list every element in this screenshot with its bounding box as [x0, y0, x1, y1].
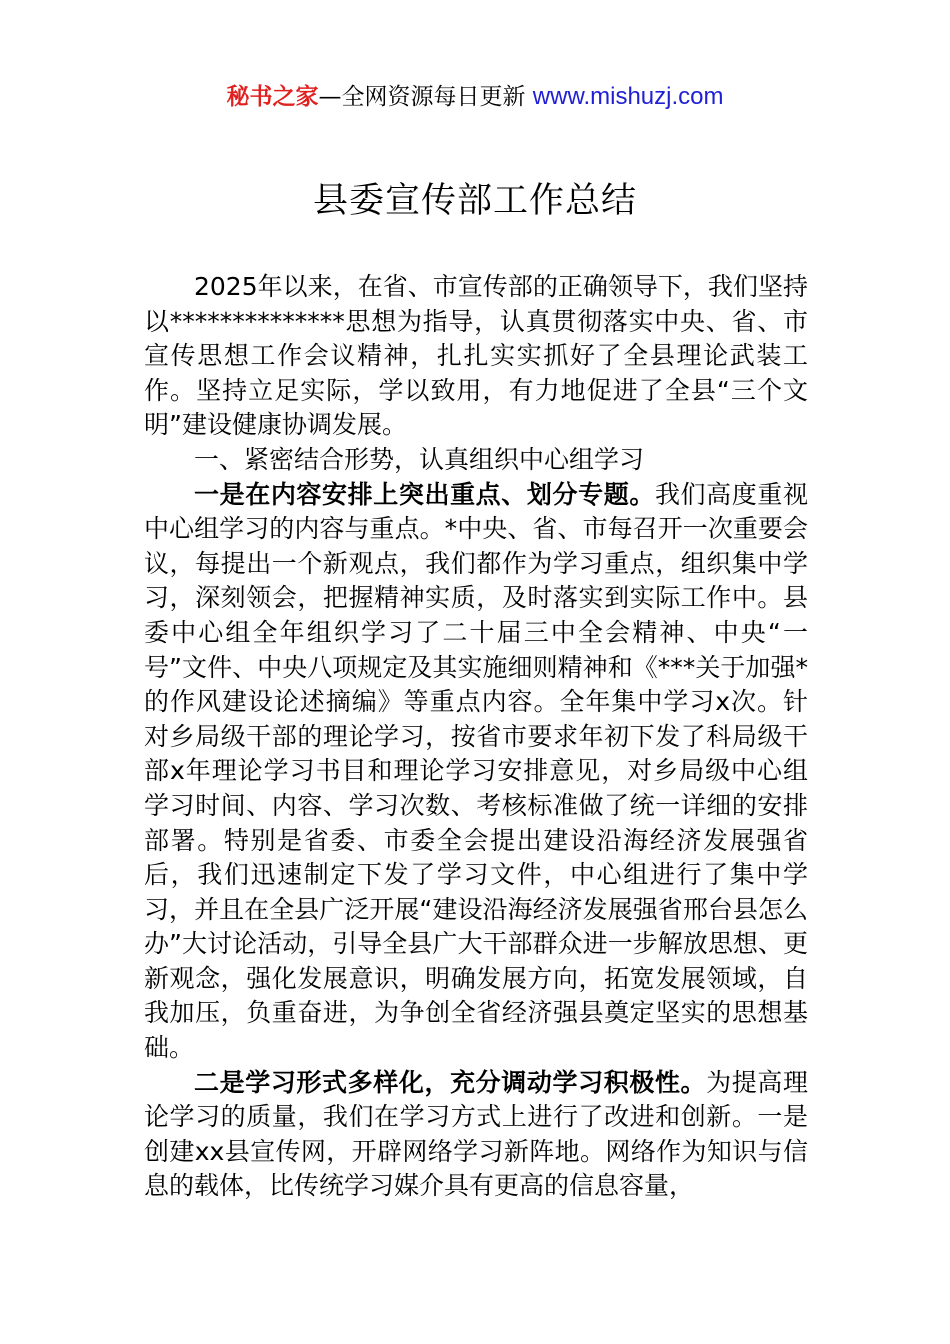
document-body	[144, 270, 808, 1204]
content-paragraph	[144, 478, 808, 1066]
document-title: 县委宣传部工作总结	[312, 181, 637, 221]
paragraph-text: 为提高理论学习的质量，我们在学习方式上进行了改进和创新。一是创建xx县宣传网，开辟网络学习新阵地。网络作为知识与信息的载体，比传统学习媒介具有更高的信息容量，	[144, 1067, 808, 1201]
paragraph-text: 一、紧密结合形势，认真组织中心组学习	[194, 444, 645, 474]
paragraph-text: 我们高度重视中心组学习的内容与重点。*中央、省、市每召开一次重要会议，每提出一个新观点，我们都作为学习重点，组织集中学习，深刻领会，把握精神实质，及时落实到实际工作中。县委中心组全年组织学习了二十届三中全会精神、中央“一号”文件、中央八项规定及其实施细则精神和《***关于加强*的作风建设论述摘编》等重点内容。全年集中学习x次。针对乡局级干部的理论学习，按省市要求年初下发了科局级干部x年理论学习书目和理论学习安排意见，对乡局级中心组学习时间、内容、学习次数、考核标准做了统一详细的安排部署。特别是省委、市委全会提出建设沿海经济发展强省后，我们迅速制定下发了学习文件，中心组进行了集中学习，并且在全县广泛开展“建设沿海经济发展强省邢台县怎么办”大讨论活动，引导全县广大干部群众进一步解放思想、更新观念，强化发展意识，明确发展方向，拓宽发展领域，自我加压，负重奋进，为争创全省经济强县奠定坚实的思想基础。	[144, 479, 808, 1063]
intro-paragraph	[144, 270, 808, 443]
paragraph-lead: 二是学习形式多样化，充分调动学习积极性。	[194, 1067, 707, 1097]
site-tagline: —全网资源每日更新	[318, 84, 533, 110]
paragraph-lead: 一是在内容安排上突出重点、划分专题。	[194, 479, 655, 509]
site-url-link[interactable]: www.mishuzj.com	[532, 83, 724, 110]
paragraph-text: 2025年以来，在省、市宣传部的正确领导下，我们坚持以**************思想为指导，认真贯彻落实中央、省、市宣传思想工作会议精神，扎扎实实抓好了全县理论武装工作。坚持立足实际，学以致用，有力地促进了全县“三个文明”建设健康协调发展。	[144, 272, 808, 440]
site-header	[0, 80, 950, 114]
section-heading	[144, 443, 808, 478]
content-paragraph	[144, 1066, 808, 1204]
site-brand: 秘书之家	[226, 84, 319, 110]
